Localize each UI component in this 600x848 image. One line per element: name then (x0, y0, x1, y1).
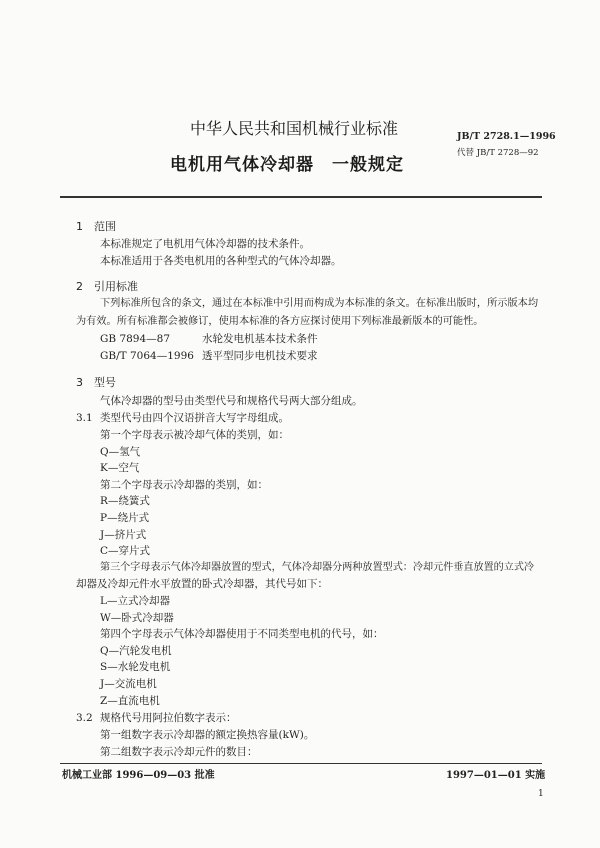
list-line: J—交流电机 (100, 678, 157, 690)
list-line: 第二个字母表示冷却器的类别，如： (100, 478, 268, 491)
section-title: 型号 (94, 376, 116, 389)
clause-3-1 (76, 411, 289, 425)
organization-heading: 中华人民共和国机械行业标准 (190, 119, 399, 138)
paragraph: 气体冷却器的型号由类型代号和规格代号两大部分组成。 (100, 395, 363, 407)
clause-text: 规格代号用阿拉伯数字表示： (100, 712, 237, 724)
approval-date: 机械工业部 1996—09—03 批准 (62, 770, 215, 781)
section-title: 引用标准 (94, 280, 138, 293)
list-line: 却器及冷却元件水平放置的卧式冷却器，其代号如下： (76, 578, 328, 591)
paragraph: 第二组数字表示冷却元件的数目： (100, 746, 258, 758)
header-divider (60, 196, 542, 198)
paragraph: 为有效。所有标准都会被修订，使用本标准的各方应探讨使用下列标准最新版本的可能性。 (76, 316, 484, 327)
reference-item (100, 349, 318, 363)
reference-code: GB 7894—87 (100, 333, 171, 345)
page-number: 1 (538, 789, 544, 799)
section-2-heading (76, 280, 138, 294)
document-title: 电机用气体冷却器 一般规定 (170, 155, 404, 175)
list-line: K—空气 (100, 462, 140, 475)
list-line: W—卧式冷却器 (100, 611, 174, 624)
clause-text: 类型代号由四个汉语拼音大写字母组成。 (100, 412, 289, 424)
section-number: 2 (76, 280, 83, 293)
list-line: Z—直流电机 (100, 694, 160, 707)
section-3-heading (76, 376, 116, 390)
list-line: S—水轮发电机 (100, 661, 171, 674)
list-line: 第四个字母表示气体冷却器使用于不同类型电机的代号，如： (100, 628, 384, 641)
reference-code: GB/T 7064—1996 (100, 350, 194, 362)
paragraph: 下列标准所包含的条文，通过在本标准中引用而构成为本标准的条文。在标准出版时，所示版本均 (100, 298, 539, 309)
clause-number: 3.1 (76, 412, 93, 424)
reference-name: 水轮发电机基本技术条件 (202, 333, 318, 345)
list-line: 第三个字母表示气体冷却器放置的型式，气体冷却器分两种放置型式：冷却元件垂直放置的立式冷 (100, 561, 535, 573)
effective-date: 1997—01—01 实施 (446, 770, 546, 781)
section-number: 3 (76, 376, 83, 389)
list-line: Q—氢气 (100, 445, 141, 458)
paragraph: 本标准规定了电机用气体冷却器的技术条件。 (100, 238, 310, 250)
paragraph: 本标准适用于各类电机用的各种型式的气体冷却器。 (100, 255, 342, 267)
list-line: 第一个字母表示被冷却气体的类别，如： (100, 429, 289, 441)
list-line: Q—汽轮发电机 (100, 644, 172, 657)
reference-item (100, 332, 318, 346)
reference-name: 透平型同步电机技术要求 (202, 350, 318, 362)
list-line: R—绕簧式 (100, 495, 150, 508)
replaces-code: 代替 JB/T 2728—92 (457, 148, 539, 158)
list-line: L—立式冷却器 (100, 595, 170, 607)
clause-3-2 (76, 711, 237, 725)
standard-code: JB/T 2728.1—1996 (457, 131, 556, 142)
section-number: 1 (76, 220, 83, 233)
paragraph: 第一组数字表示冷却器的额定换热容量(kW)。 (100, 729, 315, 741)
list-line: P—绕片式 (100, 512, 150, 524)
section-1-heading (76, 220, 116, 234)
list-line: C—穿片式 (100, 545, 151, 558)
footer-divider (60, 763, 542, 764)
clause-number: 3.2 (76, 712, 93, 724)
list-line: J—挤片式 (100, 528, 147, 541)
section-title: 范围 (94, 220, 116, 233)
